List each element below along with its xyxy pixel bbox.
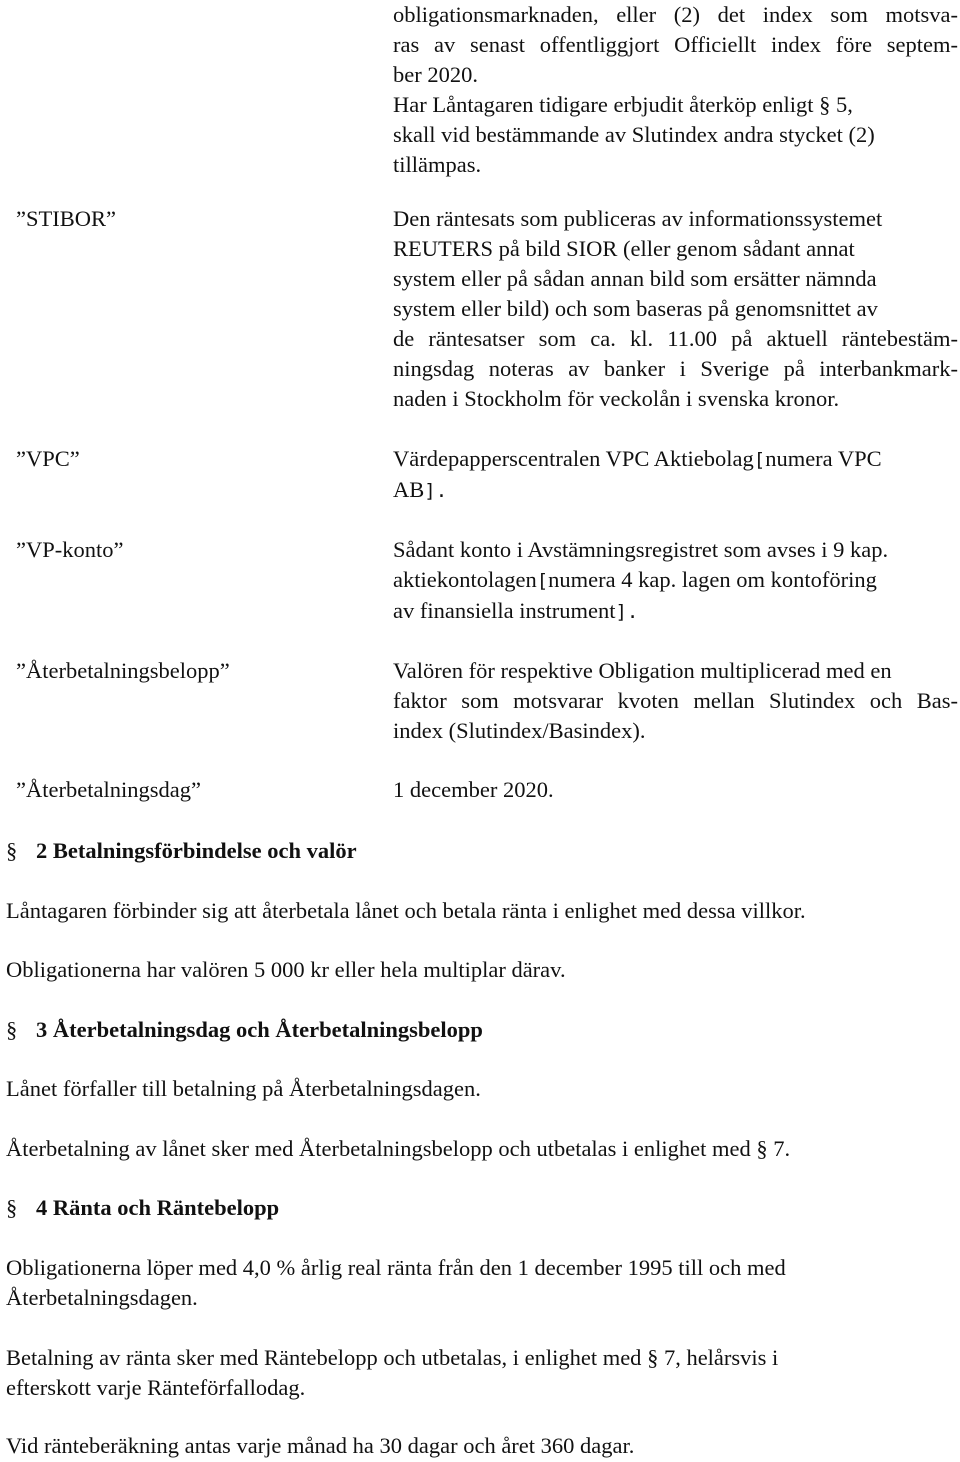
- definition-term-aterbetalningsdag: ”Återbetalningsdag”: [16, 777, 201, 802]
- section-4-paragraph-1: Obligationerna löper med 4,0 % årlig real ränta från den 1 december 1995 till och med Återbetalningsdagen.: [6, 1255, 786, 1310]
- definition-term-vp-konto: ”VP-konto”: [16, 537, 124, 562]
- section-2-paragraph-2: Obligationerna har valören 5 000 kr eller hela multiplar därav.: [6, 957, 566, 982]
- section-symbol: §: [819, 92, 831, 117]
- intro-line: ras av senast offentliggjort Officiellt index före septem-: [393, 32, 958, 57]
- section-3-paragraph-2: Återbetalning av lånet sker med Återbetalningsbelopp och utbetalas i enlighet med § 7.: [6, 1136, 791, 1161]
- intro-line: obligationsmarknaden, eller (2) det index som motsva-: [393, 2, 958, 27]
- definition-text-aterbetalningsbelopp: Valören för respektive Obligation multiplicerad med en faktor som motsvarar kvoten mellan Slutindex och Bas- index (Slutindex/Basindex).: [393, 658, 958, 743]
- section-3-paragraph-1: Lånet förfaller till betalning på Återbetalningsdagen.: [6, 1076, 481, 1101]
- definition-text-aterbetalningsdag: 1 december 2020.: [393, 777, 554, 802]
- section-symbol: §: [756, 1136, 768, 1161]
- section-symbol: §: [647, 1345, 659, 1370]
- definition-term-stibor: ”STIBOR”: [16, 206, 117, 231]
- intro-line: ber 2020.: [393, 62, 478, 87]
- intro-paragraph: [393, 0, 958, 180]
- definition-text-stibor: Den räntesats som publiceras av informationssystemet REUTERS på bild SIOR (eller genom sådant annat system eller på sådan annan bild som ersätter nämnda system eller bild) och som baseras på genomsnittet av de räntesatser som ca. kl. 11.00 på aktuell räntebestäm- ningsdag noteras av banker i Sverige på interbankmark- naden i Stockholm för veckolån i svenska kronor.: [393, 206, 958, 411]
- section-symbol: §: [6, 1195, 18, 1220]
- section-symbol: §: [6, 1017, 18, 1042]
- section-4-paragraph-3: Vid ränteberäkning antas varje månad ha 30 dagar och året 360 dagar.: [6, 1433, 635, 1458]
- definition-text-vp-konto: Sådant konto i Avstämningsregistret som avses i 9 kap. aktiekontolagen[numera 4 kap. lagen om kontoföring av finansiella instrument].: [393, 537, 889, 623]
- section-heading-3: § 3 Återbetalningsdag och Återbetalningsbelopp: [6, 1015, 483, 1045]
- section-2-paragraph-1: Låntagaren förbinder sig att återbetala lånet och betala ränta i enlighet med dessa villkor.: [6, 898, 806, 923]
- definition-term-aterbetalningsbelopp: ”Återbetalningsbelopp”: [16, 658, 230, 683]
- section-symbol: §: [6, 838, 18, 863]
- definition-text-vpc: Värdepapperscentralen VPC Aktiebolag[numera VPC AB].: [393, 446, 882, 502]
- section-4-paragraph-2: Betalning av ränta sker med Räntebelopp och utbetalas, i enlighet med § 7, helårsvis i efterskott varje Ränteförfallodag.: [6, 1345, 779, 1400]
- section-heading-2: § 2 Betalningsförbindelse och valör: [6, 836, 357, 866]
- intro-line: skall vid bestämmande av Slutindex andra stycket (2): [393, 122, 875, 147]
- intro-line: Har Låntagaren tidigare erbjudit återköp enligt § 5,: [393, 92, 853, 117]
- intro-line: tillämpas.: [393, 152, 482, 177]
- definition-term-vpc: ”VPC”: [16, 446, 80, 471]
- section-heading-4: § 4 Ränta och Räntebelopp: [6, 1193, 279, 1223]
